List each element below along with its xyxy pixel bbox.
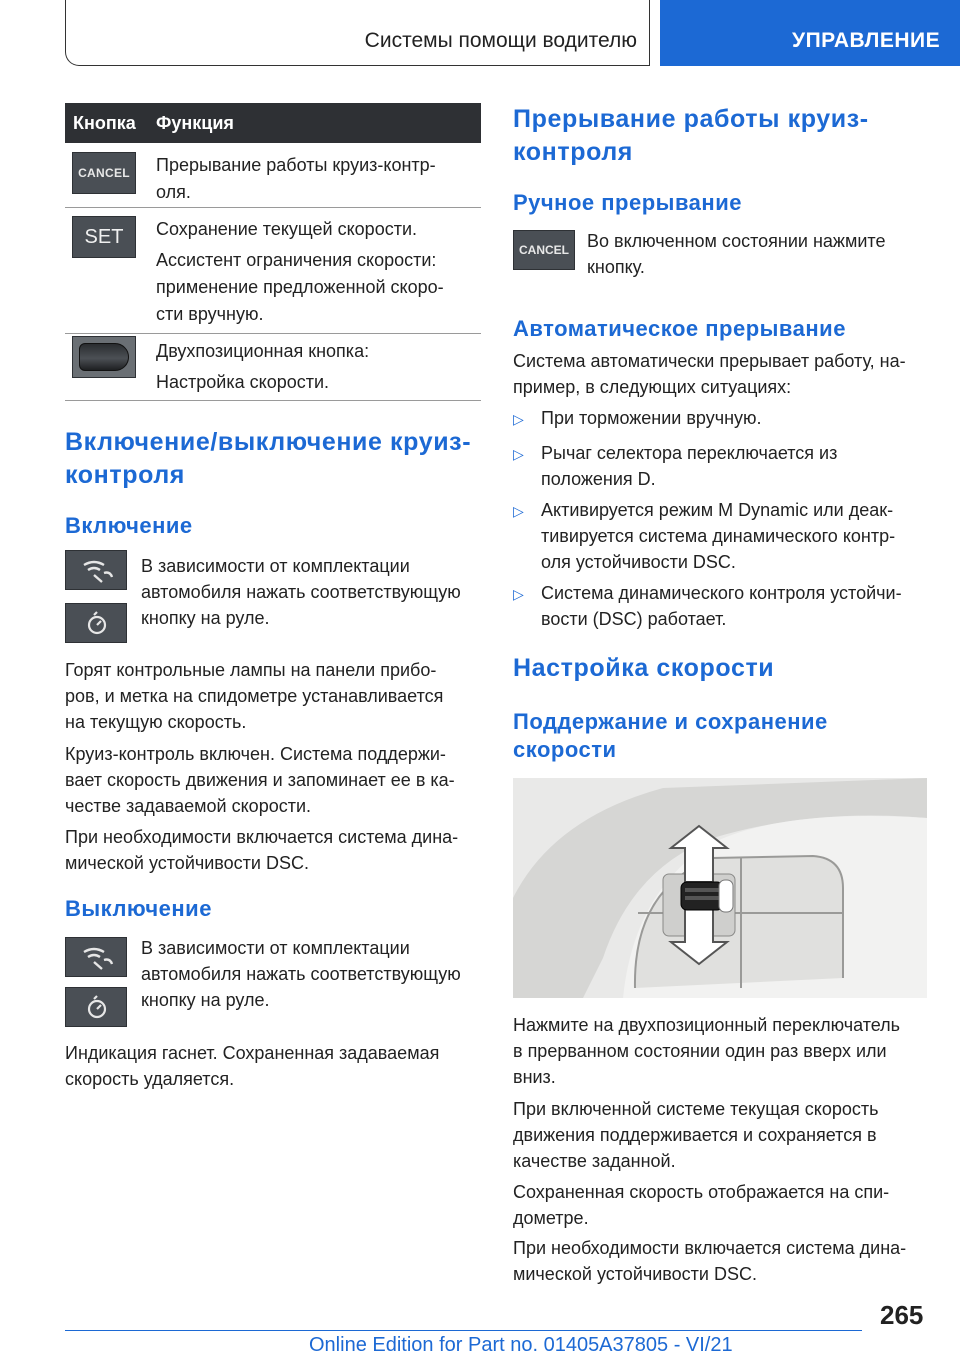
paragraph: При необходимости включается система дина- мической устойчивости DSC. [65, 827, 459, 873]
paragraph: При необходимости включается система дина- мической устойчивости DSC. [513, 1238, 907, 1284]
row-divider [65, 207, 481, 208]
paragraph: Система автоматически прерывает работу, на- пример, в следующих ситуациях: [513, 351, 906, 397]
bullet-arrow-icon: ▷ [513, 503, 524, 519]
on-instruction: В зависимости от комплектации автомобиля нажать соответствующую кнопку на руле. [141, 556, 461, 628]
table-row: Сохранение текущей скорости. Ассистент ограничения скорости: применение предложенной скоро- сти вручную. [156, 219, 444, 324]
heading-speed: Настройка скорости [513, 654, 775, 682]
row-divider [65, 333, 481, 334]
paragraph: Горят контрольные лампы на панели прибо- ров, и метка на спидометре устанавливается на текущую скорость. [65, 660, 444, 732]
col-function-header: Функция [156, 113, 234, 133]
speed-limiter-icon [65, 987, 127, 1027]
col-button-header: Кнопка [73, 113, 136, 133]
list-item: При торможении вручную. [541, 408, 762, 428]
heading-interrupt: Прерывание работы круиз- контроля [513, 105, 869, 166]
paragraph: Индикация гаснет. Сохраненная задаваемая скорость удаляется. [65, 1043, 440, 1089]
cancel-key-icon: CANCEL [513, 230, 575, 270]
cancel-key-icon: CANCEL [72, 152, 136, 194]
section-title: Системы помощи водителю [364, 29, 637, 52]
steering-wheel-photo [513, 778, 927, 998]
speed-limiter-icon [65, 603, 127, 643]
heading-onoff: Включение/выключение круиз- контроля [65, 428, 472, 489]
heading-auto: Автоматическое прерывание [513, 316, 846, 341]
cruise-control-icon [65, 937, 127, 977]
row-divider [65, 400, 481, 401]
edition-note: Online Edition for Part no. 01405A37805 - VI/21 [309, 1334, 733, 1356]
off-instruction: В зависимости от комплектации автомобиля нажать соответствующую кнопку на руле. [141, 938, 461, 1010]
paragraph: При включенной системе текущая скорость движения поддерживается и сохраняется в качестве заданной. [513, 1099, 879, 1171]
page-number: 265 [880, 1300, 924, 1330]
set-key-icon: SET [72, 216, 136, 258]
list-item: Система динамического контроля устойчи- вости (DSC) работает. [541, 583, 902, 629]
heading-hold: Поддержание и сохранение скорости [513, 709, 828, 762]
heading-manual: Ручное прерывание [513, 190, 742, 215]
bullet-arrow-icon: ▷ [513, 446, 524, 462]
table-row: Прерывание работы круиз-контр- оля. [156, 155, 436, 202]
rocker-switch-icon [72, 336, 136, 378]
heading-on: Включение [65, 513, 193, 538]
list-item: Активируется режим M Dynamic или деак- тивируется система динамического контр- оля устойчивости DSC. [541, 500, 896, 572]
footer-divider [65, 1330, 862, 1331]
paragraph: Круиз-контроль включен. Система поддержи- вает скорость движения и запоминает ее в ка- честве задаваемой скорости. [65, 744, 455, 816]
cruise-control-icon [65, 550, 127, 590]
manual-instruction: Во включенном состоянии нажмите кнопку. [587, 231, 886, 277]
chapter-tab [660, 0, 960, 66]
list-item: Рычаг селектора переключается из положения D. [541, 443, 838, 489]
table-row: Двухпозиционная кнопка: Настройка скорости. [156, 341, 370, 392]
heading-off: Выключение [65, 896, 212, 921]
running-header-box [65, 0, 650, 66]
table-header [65, 103, 481, 143]
bullet-arrow-icon: ▷ [513, 411, 524, 427]
bullet-arrow-icon: ▷ [513, 586, 524, 602]
paragraph: Сохраненная скорость отображается на спи- дометре. [513, 1182, 890, 1228]
paragraph: Нажмите на двухпозиционный переключатель в прерванном состоянии один раз вверх или вниз. [513, 1015, 901, 1087]
chapter-title: УПРАВЛЕНИЕ [792, 29, 941, 52]
